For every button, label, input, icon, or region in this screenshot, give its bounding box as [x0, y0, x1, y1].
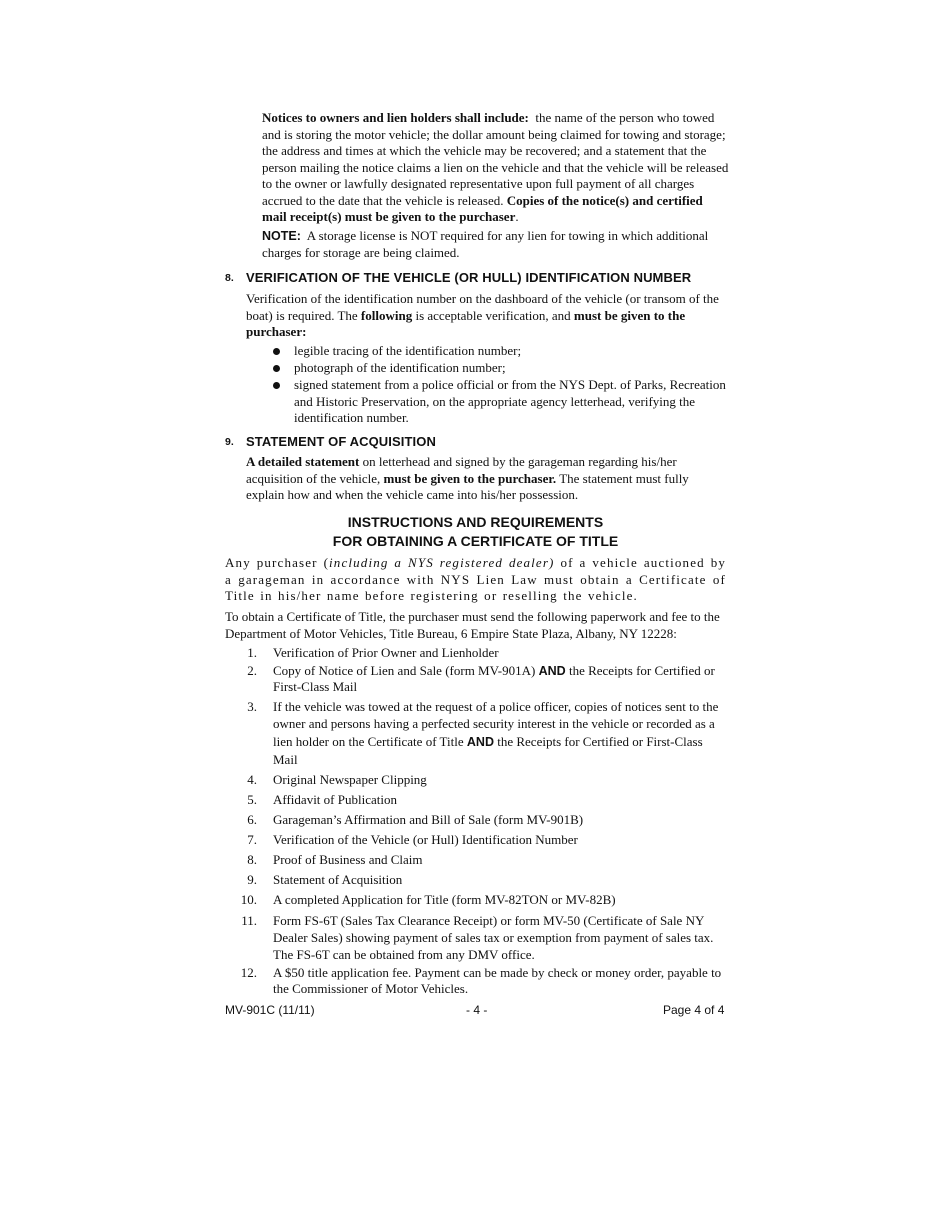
instructions-title: [225, 513, 726, 551]
section-8-text-b: is acceptable verification, and: [415, 307, 571, 323]
instructions-send-paragraph: To obtain a Certificate of Title, the purchaser must send the following paperwork and fee to the Department of Motor Vehicles, Title Bureau, 6 Empire State Plaza, Albany, NY 12228:: [225, 609, 720, 641]
section-9-paragraph: [246, 454, 730, 504]
section-9-title: STATEMENT OF ACQUISITION: [246, 434, 436, 449]
section-8-paragraph: [246, 291, 730, 341]
notices-lead: Notices to owners and lien holders shall include:: [262, 110, 529, 125]
list-item: 3. If the vehicle was towed at the request of a police officer, copies of notices sent to the owner and persons having a perfected security interest in the vehicle or recorded as a lien holder on the Certificate of Title AND the Receipts for Certified or First-Class Mail: [247, 698, 719, 767]
notices-paragraph: [262, 110, 730, 226]
list-item: 2. Copy of Notice of Lien and Sale (form MV-901A) AND the Receipts for Certified or First-Class Mail: [247, 662, 715, 694]
footer-page-right: Page 4 of 4: [663, 1003, 725, 1017]
list-item: 12. A $50 title application fee. Payment can be made by check or money order, payable to the Commissioner of Motor Vehicles.: [240, 964, 722, 996]
list-item: legible tracing of the identification number;: [270, 343, 730, 360]
instructions-title-line-1: INSTRUCTIONS AND REQUIREMENTS: [347, 514, 604, 530]
list-item: 9. Statement of Acquisition: [247, 871, 403, 887]
note-label: NOTE:: [262, 229, 301, 243]
list-item: 4. Original Newspaper Clipping: [247, 771, 427, 787]
instructions-italic-dealer: including a NYS registered dealer): [329, 555, 555, 570]
list-item: 6. Garageman’s Affirmation and Bill of Sale (form MV-901B): [247, 811, 584, 827]
section-9-number: 9.: [225, 436, 234, 448]
notices-body: the name of the person who towed and is storing the motor vehicle; the dollar amount being claimed for towing and storage; the address and times at which the vehicle may be recovered; and a statement that the person mailing the notice claims a lien on the vehicle and that the vehicle will be released to the owner or lawfully designated representative upon full payment of all charges accrued to the date that the vehicle is released.: [262, 110, 729, 208]
list-item: 8. Proof of Business and Claim: [247, 851, 423, 867]
instructions-intro-paragraph: Any purchaser (including a NYS registered dealer) of a vehicle auctioned by a garageman in accordance with NYS Lien Law must obtain a Certificate of Title in his/her name before registering or reselling the vehicle.: [225, 555, 726, 603]
instructions-title-line-2: FOR OBTAINING A CERTIFICATE OF TITLE: [332, 533, 619, 549]
bullet-icon: [273, 348, 280, 355]
bullet-icon: [273, 382, 280, 389]
section-8-text-a: Verification of the identification number on the dashboard of the vehicle (or transom of the boat) is required. The: [246, 291, 719, 323]
list-item: 11. Form FS-6T (Sales Tax Clearance Receipt) or form MV-50 (Certificate of Sale NY Dealer Sales) showing payment of sales tax or exemption from payment of sales tax. The FS-6T can be obtained from any DMV office.: [241, 912, 714, 962]
section-8-bold-following: following: [360, 307, 413, 323]
list-item: 1. Verification of Prior Owner and Lienholder: [247, 645, 499, 660]
verification-bullet-list: [270, 343, 730, 427]
list-item: photograph of the identification number;: [270, 360, 730, 377]
footer-form-id: MV-901C (11/11): [225, 1003, 315, 1017]
list-item: 10. A completed Application for Title (form MV-82TON or MV-82B): [240, 891, 616, 907]
list-item: signed statement from a police official or from the NYS Dept. of Parks, Recreation and Historic Preservation, on the appropriate agency letterhead, verifying the identification number.: [270, 377, 730, 427]
section-8-number: 8.: [225, 272, 234, 284]
section-9-text-b: The statement must fully explain how and when the vehicle came into his/her possession.: [246, 470, 689, 502]
required-documents-list: [225, 645, 730, 998]
section-8-bold-given: must be given to the purchaser:: [246, 307, 686, 339]
bullet-icon: [273, 365, 280, 372]
notices-period: .: [515, 209, 519, 224]
footer-page-center: - 4 -: [466, 1003, 488, 1017]
list-item: 5. Affidavit of Publication: [247, 791, 397, 807]
list-item: 7. Verification of the Vehicle (or Hull) Identification Number: [247, 831, 578, 847]
section-9-bold-given: must be given to the purchaser.: [383, 470, 557, 486]
section-8-title: VERIFICATION OF THE VEHICLE (OR HULL) IDENTIFICATION NUMBER: [246, 270, 692, 285]
section-9-bold-detailed: A detailed statement: [246, 454, 360, 469]
note-text: A storage license is NOT required for any lien for towing in which additional charges for storage are being claimed.: [262, 228, 709, 260]
notices-bold-tail: Copies of the notice(s) and certified mail receipt(s) must be given to the purchaser: [262, 192, 703, 224]
note-paragraph: [262, 228, 730, 261]
section-9-text-a: on letterhead and signed by the garageman regarding his/her acquisition of the vehicle,: [246, 454, 677, 486]
